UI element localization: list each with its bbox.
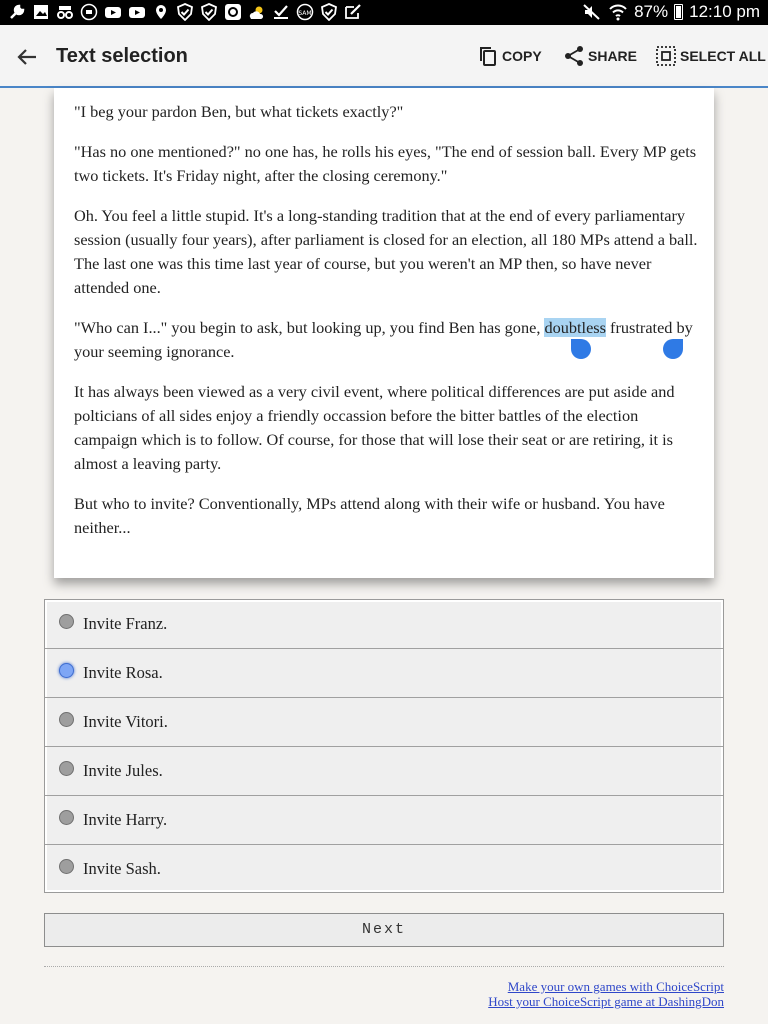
- notification-icons: [8, 3, 362, 21]
- action-bar-title: Text selection: [56, 45, 188, 67]
- choice-label: Invite Franz.: [83, 614, 168, 633]
- radio-button[interactable]: [59, 810, 74, 825]
- copy-button[interactable]: [477, 45, 542, 67]
- story-paragraph: It has always been viewed as a very civil event, where political differences are put aside and polticians of all sides enjoy a friendly occassion before the bitter battles of the election campaign which is to follow. Of course, for those that will lose their seat or are retiring, it is almost a leaving party.: [74, 382, 675, 473]
- select-all-icon: [655, 45, 677, 67]
- copy-label: COPY: [502, 48, 542, 64]
- radio-button[interactable]: [59, 614, 74, 629]
- radio-button-selected[interactable]: [59, 663, 74, 678]
- mute-icon: [582, 3, 602, 21]
- choice-label: Invite Jules.: [83, 761, 163, 780]
- choice-label: Invite Harry.: [83, 810, 168, 829]
- share-label: SHARE: [588, 48, 638, 64]
- radio-button[interactable]: [59, 859, 74, 874]
- selection-handle-left[interactable]: [571, 339, 591, 359]
- status-bar: [0, 0, 768, 25]
- battery-percent: 87%: [634, 2, 669, 21]
- choice-option[interactable]: [45, 600, 723, 649]
- footer-links: [488, 979, 724, 1009]
- choice-option[interactable]: [45, 698, 723, 747]
- copy-icon: [477, 45, 499, 67]
- select-all-button[interactable]: [655, 45, 766, 67]
- choice-option[interactable]: [45, 747, 723, 796]
- glasses-icon: [56, 3, 74, 21]
- story-paragraph: [74, 316, 699, 364]
- next-button[interactable]: Next: [44, 913, 724, 947]
- story-paragraph: "I beg your pardon Ben, but what tickets exactly?": [74, 102, 404, 121]
- choice-label: Invite Vitori.: [83, 712, 168, 731]
- task-icon: [272, 3, 290, 21]
- clock: 12:10 pm: [689, 2, 760, 21]
- choice-option[interactable]: [45, 845, 723, 894]
- youtube-icon: [128, 3, 146, 21]
- radio-button[interactable]: [59, 761, 74, 776]
- choice-label: Invite Sash.: [83, 859, 161, 878]
- selection-handle-right[interactable]: [663, 339, 683, 359]
- wifi-badge-icon: [296, 3, 314, 21]
- shield-check-icon: [320, 3, 338, 21]
- wifi-icon: [608, 3, 628, 21]
- back-arrow-icon[interactable]: [14, 44, 40, 70]
- battery-icon: [674, 4, 683, 20]
- share-button[interactable]: [563, 45, 637, 67]
- location-icon: [152, 3, 170, 21]
- story-paragraph: "Has no one mentioned?" no one has, he rolls his eyes, "The end of session ball. Every MP gets two tickets. It's Friday night, after the closing ceremony.": [74, 142, 697, 185]
- choice-option[interactable]: [45, 796, 723, 845]
- shield-check-icon: [176, 3, 194, 21]
- youtube-icon: [104, 3, 122, 21]
- radio-button[interactable]: [59, 712, 74, 727]
- choice-label: Invite Rosa.: [83, 663, 163, 682]
- text-selection-action-bar: [0, 25, 768, 88]
- sign-icon: [344, 3, 362, 21]
- select-all-label: SELECT ALL: [680, 48, 766, 64]
- weather-icon: [248, 3, 266, 21]
- share-icon: [563, 45, 585, 67]
- shield-check-icon: [200, 3, 218, 21]
- image-icon: [32, 3, 50, 21]
- story-text: [74, 100, 699, 556]
- story-text-span: "Who can I..." you begin to ask, but looking up, you find Ben has gone,: [74, 318, 545, 337]
- choicescript-link[interactable]: Make your own games with ChoiceScript: [507, 979, 724, 994]
- selected-text[interactable]: doubtless: [544, 318, 606, 337]
- story-text-span: frustrated by your seeming ignorance.: [74, 318, 693, 361]
- story-paragraph: Oh. You feel a little stupid. It's a long-standing tradition that at the end of every parliamentary session (usually four years), after parliament is closed for an election, all 180 MPs attend a ball. The last one was this time last year of course, but you weren't an MP then, so have never attended one.: [74, 206, 698, 297]
- story-paragraph: But who to invite? Conventionally, MPs attend along with their wife or husband. You have neither...: [74, 494, 665, 537]
- wrench-icon: [8, 3, 26, 21]
- cpu-icon: [80, 3, 98, 21]
- choice-option[interactable]: [45, 649, 723, 698]
- svg-text:SAM: SAM: [298, 10, 312, 17]
- story-card: [54, 88, 714, 578]
- dashingdon-link[interactable]: Host your ChoiceScript game at DashingDon: [488, 994, 724, 1009]
- grammarly-icon: [224, 3, 242, 21]
- status-right: [582, 2, 760, 22]
- choice-list: [44, 599, 724, 893]
- footer-divider: [44, 966, 724, 967]
